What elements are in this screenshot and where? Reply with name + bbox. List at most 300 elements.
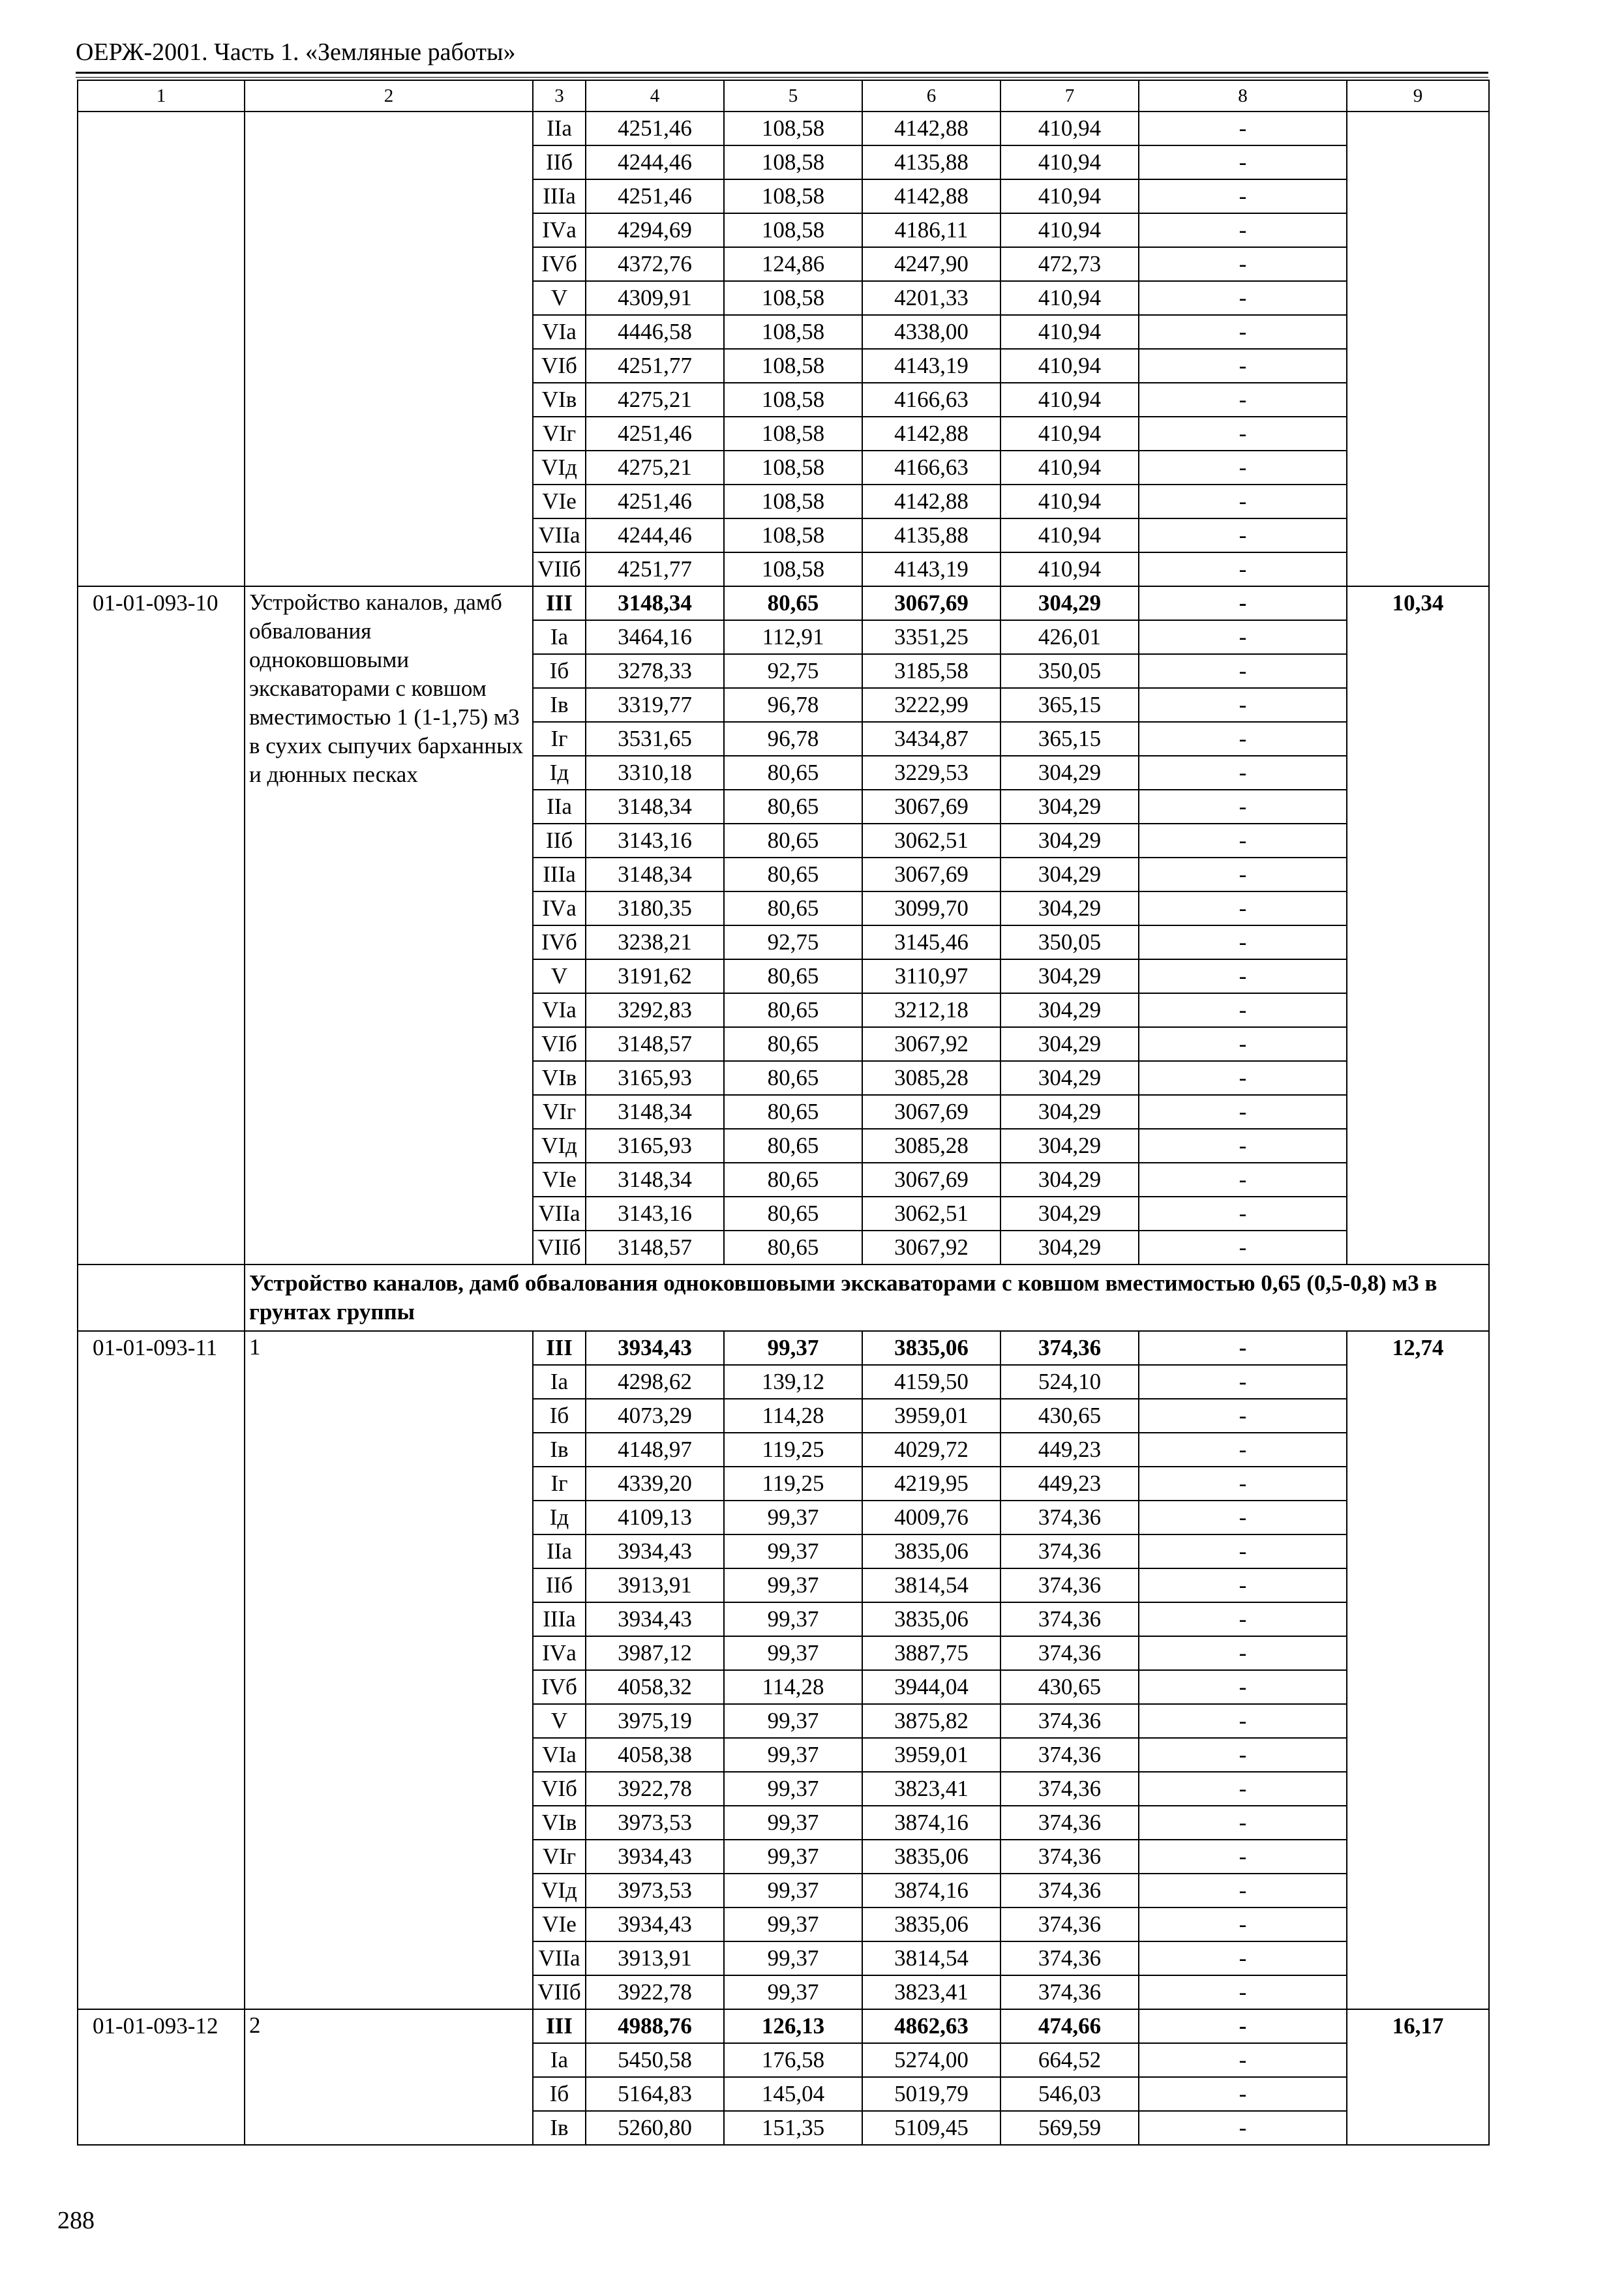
soil-group-cell: VIе [533,1163,586,1197]
materials-cell: - [1139,790,1347,824]
machine-cost-cell: 3814,54 [862,1568,1000,1602]
wages-cell: 80,65 [724,993,862,1027]
machinist-wages-cell: 304,29 [1000,1163,1139,1197]
machine-cost-cell: 5109,45 [862,2111,1000,2145]
wages-cell: 108,58 [724,485,862,518]
machine-cost-cell: 5274,00 [862,2043,1000,2077]
rate-code [78,112,245,586]
direct-cost-cell: 4109,13 [586,1501,724,1534]
machinist-wages-cell: 374,36 [1000,1534,1139,1568]
wages-cell: 108,58 [724,349,862,383]
page-header: ОЕРЖ-2001. Часть 1. «Земляные работы» [76,38,516,66]
direct-cost-cell: 3148,34 [586,1095,724,1129]
machinist-wages-cell: 304,29 [1000,1197,1139,1231]
direct-cost-cell: 4251,46 [586,485,724,518]
soil-group-cell: VIб [533,349,586,383]
machine-cost-cell: 3145,46 [862,925,1000,959]
soil-group-cell: IVб [533,1670,586,1704]
soil-group-cell: VIIб [533,1231,586,1264]
wages-cell: 99,37 [724,1636,862,1670]
machinist-wages-cell: 426,01 [1000,620,1139,654]
machine-cost-cell: 3823,41 [862,1772,1000,1806]
soil-group-cell: IIб [533,145,586,179]
machine-cost-cell: 3229,53 [862,756,1000,790]
soil-group-cell: Iг [533,1467,586,1501]
wages-cell: 145,04 [724,2077,862,2111]
wages-cell: 108,58 [724,179,862,213]
direct-cost-cell: 4058,32 [586,1670,724,1704]
direct-cost-cell: 4294,69 [586,213,724,247]
wages-cell: 80,65 [724,891,862,925]
soil-group-cell: VIе [533,1908,586,1941]
wages-cell: 126,13 [724,2009,862,2043]
column-number-cell: 8 [1139,80,1347,112]
direct-cost-cell: 3148,34 [586,586,724,620]
materials-cell: - [1139,1670,1347,1704]
direct-cost-cell: 3278,33 [586,654,724,688]
machine-cost-cell: 4142,88 [862,485,1000,518]
machinist-wages-cell: 410,94 [1000,315,1139,349]
table-row [78,586,1489,620]
materials-cell: - [1139,1331,1347,1365]
soil-group-cell: V [533,281,586,315]
direct-cost-cell: 3987,12 [586,1636,724,1670]
materials-cell: - [1139,722,1347,756]
wages-cell: 108,58 [724,451,862,485]
machinist-wages-cell: 304,29 [1000,586,1139,620]
column-number-cell: 4 [586,80,724,112]
page-number: 288 [57,2207,95,2234]
machinist-wages-cell: 365,15 [1000,722,1139,756]
direct-cost-cell: 3148,34 [586,790,724,824]
machinist-wages-cell: 304,29 [1000,790,1139,824]
direct-cost-cell: 4251,77 [586,349,724,383]
machinist-wages-cell: 374,36 [1000,1602,1139,1636]
machinist-wages-cell: 546,03 [1000,2077,1139,2111]
machine-cost-cell: 3185,58 [862,654,1000,688]
direct-cost-cell: 4446,58 [586,315,724,349]
wages-cell: 108,58 [724,281,862,315]
soil-group-cell: IVа [533,213,586,247]
machine-cost-cell: 4029,72 [862,1433,1000,1467]
materials-cell: - [1139,891,1347,925]
direct-cost-cell: 5450,58 [586,2043,724,2077]
materials-cell: - [1139,1704,1347,1738]
materials-cell: - [1139,1874,1347,1908]
materials-cell: - [1139,1231,1347,1264]
machine-cost-cell: 4219,95 [862,1467,1000,1501]
wages-cell: 99,37 [724,1501,862,1534]
soil-group-cell: VIд [533,1874,586,1908]
wages-cell: 99,37 [724,1602,862,1636]
machinist-wages-cell: 410,94 [1000,552,1139,586]
soil-group-cell: VIIа [533,518,586,552]
soil-group-cell: IIа [533,790,586,824]
soil-group-cell: IVа [533,1636,586,1670]
wages-cell: 80,65 [724,1027,862,1061]
materials-cell: - [1139,688,1347,722]
direct-cost-cell: 3913,91 [586,1568,724,1602]
machine-cost-cell: 4142,88 [862,179,1000,213]
wages-cell: 80,65 [724,1163,862,1197]
materials-cell: - [1139,2077,1347,2111]
soil-group-cell: IIб [533,1568,586,1602]
materials-cell: - [1139,1941,1347,1975]
machinist-wages-cell: 304,29 [1000,993,1139,1027]
wages-cell: 99,37 [724,1840,862,1874]
wages-cell: 92,75 [724,654,862,688]
machinist-wages-cell: 374,36 [1000,1568,1139,1602]
table-body [78,80,1489,2145]
column-number-cell: 6 [862,80,1000,112]
soil-group-cell: Iа [533,1365,586,1399]
wages-cell: 99,37 [724,1704,862,1738]
machine-cost-cell: 3944,04 [862,1670,1000,1704]
direct-cost-cell: 4251,46 [586,417,724,451]
column-number-cell: 7 [1000,80,1139,112]
materials-cell: - [1139,1840,1347,1874]
materials-cell: - [1139,858,1347,891]
wages-cell: 99,37 [724,1874,862,1908]
machine-cost-cell: 4159,50 [862,1365,1000,1399]
wages-cell: 80,65 [724,1061,862,1095]
machine-cost-cell: 3351,25 [862,620,1000,654]
machinist-wages-cell: 304,29 [1000,756,1139,790]
materials-cell: - [1139,824,1347,858]
materials-cell: - [1139,1501,1347,1534]
machine-cost-cell: 3067,69 [862,1163,1000,1197]
column-number-cell: 5 [724,80,862,112]
machine-cost-cell: 3067,69 [862,586,1000,620]
soil-group-cell: VIа [533,315,586,349]
machine-cost-cell: 4201,33 [862,281,1000,315]
materials-cell: - [1139,1433,1347,1467]
direct-cost-cell: 3934,43 [586,1534,724,1568]
wages-cell: 151,35 [724,2111,862,2145]
rate-code: 01-01-093-12 [78,2009,245,2145]
materials-cell: - [1139,1908,1347,1941]
column-number-cell: 2 [245,80,533,112]
soil-group-cell: Iб [533,2077,586,2111]
direct-cost-cell: 4251,46 [586,112,724,145]
work-description: Устройство каналов, дамб обвалования одноковшовыми экскаваторами с ковшом вместимостью 1 (1-1,75) м3 в сухих сыпучих барханных и дюнных песках [245,586,533,1264]
materials-cell: - [1139,1738,1347,1772]
direct-cost-cell: 3975,19 [586,1704,724,1738]
machine-cost-cell: 4143,19 [862,349,1000,383]
materials-cell: - [1139,654,1347,688]
direct-cost-cell: 3934,43 [586,1908,724,1941]
machine-cost-cell: 4009,76 [862,1501,1000,1534]
direct-cost-cell: 3973,53 [586,1806,724,1840]
wages-cell: 108,58 [724,518,862,552]
materials-cell: - [1139,417,1347,451]
machine-cost-cell: 3067,92 [862,1027,1000,1061]
wages-cell: 80,65 [724,959,862,993]
machine-cost-cell: 4143,19 [862,552,1000,586]
soil-group-cell: Iв [533,2111,586,2145]
machinist-wages-cell: 410,94 [1000,383,1139,417]
materials-cell: - [1139,1636,1347,1670]
column-number-row [78,80,1489,112]
materials-cell: - [1139,315,1347,349]
machinist-wages-cell: 304,29 [1000,891,1139,925]
soil-group-cell: VIд [533,1129,586,1163]
machine-cost-cell: 4862,63 [862,2009,1000,2043]
materials-cell: - [1139,1129,1347,1163]
machine-cost-cell: 4142,88 [862,112,1000,145]
materials-cell: - [1139,1061,1347,1095]
machinist-wages-cell: 410,94 [1000,518,1139,552]
wages-cell: 99,37 [724,1806,862,1840]
wages-cell: 99,37 [724,1738,862,1772]
table-row [78,2009,1489,2043]
direct-cost-cell: 4073,29 [586,1399,724,1433]
machine-cost-cell: 4135,88 [862,518,1000,552]
materials-cell: - [1139,451,1347,485]
machinist-wages-cell: 374,36 [1000,1772,1139,1806]
machine-cost-cell: 3887,75 [862,1636,1000,1670]
machine-cost-cell: 3085,28 [862,1061,1000,1095]
labor-cost-cell: 16,17 [1347,2009,1489,2145]
soil-group-cell: VIа [533,993,586,1027]
machine-cost-cell: 3067,92 [862,1231,1000,1264]
soil-group-cell: III [533,586,586,620]
soil-group-cell: IVб [533,925,586,959]
labor-cost-cell: 12,74 [1347,1331,1489,2009]
soil-group-cell: IIIа [533,858,586,891]
machinist-wages-cell: 430,65 [1000,1399,1139,1433]
soil-group-cell: IVб [533,247,586,281]
direct-cost-cell: 3292,83 [586,993,724,1027]
price-table [77,80,1490,2146]
soil-group-cell: IIIа [533,1602,586,1636]
soil-group-cell: Iб [533,1399,586,1433]
materials-cell: - [1139,1806,1347,1840]
wages-cell: 80,65 [724,586,862,620]
machinist-wages-cell: 304,29 [1000,858,1139,891]
machinist-wages-cell: 304,29 [1000,1129,1139,1163]
labor-cost-cell: 10,34 [1347,586,1489,1264]
soil-group-cell: V [533,1704,586,1738]
direct-cost-cell: 3148,57 [586,1027,724,1061]
soil-group-cell: III [533,2009,586,2043]
wages-cell: 80,65 [724,1231,862,1264]
materials-cell: - [1139,2009,1347,2043]
materials-cell: - [1139,1027,1347,1061]
soil-group-cell: Iв [533,1433,586,1467]
materials-cell: - [1139,179,1347,213]
machine-cost-cell: 3212,18 [862,993,1000,1027]
section-title: Устройство каналов, дамб обвалования одноковшовыми экскаваторами с ковшом вместимостью 0,65 (0,5-0,8) м3 в грунтах группы [245,1264,1489,1331]
direct-cost-cell: 3238,21 [586,925,724,959]
soil-group-cell: Iа [533,2043,586,2077]
machinist-wages-cell: 304,29 [1000,1231,1139,1264]
direct-cost-cell: 3148,34 [586,1163,724,1197]
wages-cell: 124,86 [724,247,862,281]
direct-cost-cell: 5260,80 [586,2111,724,2145]
soil-group-cell: III [533,1331,586,1365]
machine-cost-cell: 4142,88 [862,417,1000,451]
table-row [78,1331,1489,1365]
direct-cost-cell: 3934,43 [586,1331,724,1365]
direct-cost-cell: 3165,93 [586,1061,724,1095]
direct-cost-cell: 5164,83 [586,2077,724,2111]
machinist-wages-cell: 410,94 [1000,417,1139,451]
wages-cell: 119,25 [724,1467,862,1501]
soil-group-cell: VIIб [533,552,586,586]
machinist-wages-cell: 410,94 [1000,179,1139,213]
direct-cost-cell: 4251,77 [586,552,724,586]
machine-cost-cell: 4135,88 [862,145,1000,179]
machine-cost-cell: 3222,99 [862,688,1000,722]
machinist-wages-cell: 374,36 [1000,1874,1139,1908]
direct-cost-cell: 3148,57 [586,1231,724,1264]
wages-cell: 108,58 [724,417,862,451]
machine-cost-cell: 3062,51 [862,1197,1000,1231]
column-number-cell: 9 [1347,80,1489,112]
direct-cost-cell: 4058,38 [586,1738,724,1772]
wages-cell: 114,28 [724,1399,862,1433]
materials-cell: - [1139,1772,1347,1806]
machine-cost-cell: 3062,51 [862,824,1000,858]
machinist-wages-cell: 449,23 [1000,1467,1139,1501]
soil-group-cell: VIд [533,451,586,485]
soil-group-cell: VIIа [533,1941,586,1975]
wages-cell: 112,91 [724,620,862,654]
section-title-row [78,1264,1489,1331]
direct-cost-cell: 4244,46 [586,518,724,552]
materials-cell: - [1139,1975,1347,2009]
direct-cost-cell: 4275,21 [586,451,724,485]
soil-group-cell: VIв [533,383,586,417]
wages-cell: 108,58 [724,112,862,145]
soil-group-cell: VIб [533,1027,586,1061]
work-description: 1 [245,1331,533,2009]
machinist-wages-cell: 374,36 [1000,1840,1139,1874]
direct-cost-cell: 4988,76 [586,2009,724,2043]
wages-cell: 108,58 [724,552,862,586]
materials-cell: - [1139,552,1347,586]
machine-cost-cell: 3874,16 [862,1874,1000,1908]
wages-cell: 99,37 [724,1975,862,2009]
materials-cell: - [1139,620,1347,654]
direct-cost-cell: 4148,97 [586,1433,724,1467]
soil-group-cell: Iв [533,688,586,722]
machine-cost-cell: 5019,79 [862,2077,1000,2111]
machinist-wages-cell: 374,36 [1000,1636,1139,1670]
section-empty-cell [78,1264,245,1331]
column-number-cell: 1 [78,80,245,112]
machinist-wages-cell: 365,15 [1000,688,1139,722]
direct-cost-cell: 4339,20 [586,1467,724,1501]
wages-cell: 80,65 [724,790,862,824]
soil-group-cell: VIIб [533,1975,586,2009]
machine-cost-cell: 3814,54 [862,1941,1000,1975]
materials-cell: - [1139,1467,1347,1501]
soil-group-cell: Iб [533,654,586,688]
wages-cell: 99,37 [724,1908,862,1941]
materials-cell: - [1139,1095,1347,1129]
materials-cell: - [1139,959,1347,993]
machinist-wages-cell: 449,23 [1000,1433,1139,1467]
wages-cell: 99,37 [724,1941,862,1975]
work-description [245,112,533,586]
machinist-wages-cell: 350,05 [1000,925,1139,959]
wages-cell: 139,12 [724,1365,862,1399]
rate-code: 01-01-093-10 [78,586,245,1264]
soil-group-cell: Iд [533,756,586,790]
wages-cell: 108,58 [724,213,862,247]
materials-cell: - [1139,1365,1347,1399]
materials-cell: - [1139,1568,1347,1602]
wages-cell: 96,78 [724,688,862,722]
materials-cell: - [1139,518,1347,552]
materials-cell: - [1139,349,1347,383]
machinist-wages-cell: 374,36 [1000,1908,1139,1941]
wages-cell: 176,58 [724,2043,862,2077]
direct-cost-cell: 4298,62 [586,1365,724,1399]
machinist-wages-cell: 304,29 [1000,824,1139,858]
direct-cost-cell: 3922,78 [586,1772,724,1806]
machinist-wages-cell: 374,36 [1000,1738,1139,1772]
soil-group-cell: VIг [533,1095,586,1129]
machinist-wages-cell: 374,36 [1000,1975,1139,2009]
machine-cost-cell: 3835,06 [862,1908,1000,1941]
materials-cell: - [1139,586,1347,620]
direct-cost-cell: 3310,18 [586,756,724,790]
wages-cell: 80,65 [724,1129,862,1163]
machine-cost-cell: 3835,06 [862,1534,1000,1568]
direct-cost-cell: 4244,46 [586,145,724,179]
direct-cost-cell: 4372,76 [586,247,724,281]
column-number-cell: 3 [533,80,586,112]
wages-cell: 99,37 [724,1568,862,1602]
machine-cost-cell: 3067,69 [862,1095,1000,1129]
machinist-wages-cell: 410,94 [1000,349,1139,383]
direct-cost-cell: 3464,16 [586,620,724,654]
machinist-wages-cell: 410,94 [1000,451,1139,485]
wages-cell: 80,65 [724,1095,862,1129]
machine-cost-cell: 3835,06 [862,1602,1000,1636]
machinist-wages-cell: 664,52 [1000,2043,1139,2077]
machinist-wages-cell: 304,29 [1000,1061,1139,1095]
machine-cost-cell: 3110,97 [862,959,1000,993]
machinist-wages-cell: 410,94 [1000,145,1139,179]
direct-cost-cell: 3913,91 [586,1941,724,1975]
machine-cost-cell: 3835,06 [862,1331,1000,1365]
soil-group-cell: IVа [533,891,586,925]
materials-cell: - [1139,1197,1347,1231]
machine-cost-cell: 3067,69 [862,790,1000,824]
soil-group-cell: V [533,959,586,993]
work-description: 2 [245,2009,533,2145]
header-rule-thin [76,77,1488,78]
materials-cell: - [1139,925,1347,959]
direct-cost-cell: 3143,16 [586,1197,724,1231]
machine-cost-cell: 3959,01 [862,1399,1000,1433]
machinist-wages-cell: 374,36 [1000,1806,1139,1840]
rate-code: 01-01-093-11 [78,1331,245,2009]
header-rule-thick [76,72,1488,74]
direct-cost-cell: 3922,78 [586,1975,724,2009]
soil-group-cell: VIг [533,1840,586,1874]
machine-cost-cell: 3835,06 [862,1840,1000,1874]
materials-cell: - [1139,2043,1347,2077]
materials-cell: - [1139,145,1347,179]
machinist-wages-cell: 374,36 [1000,1331,1139,1365]
wages-cell: 99,37 [724,1534,862,1568]
wages-cell: 99,37 [724,1772,862,1806]
